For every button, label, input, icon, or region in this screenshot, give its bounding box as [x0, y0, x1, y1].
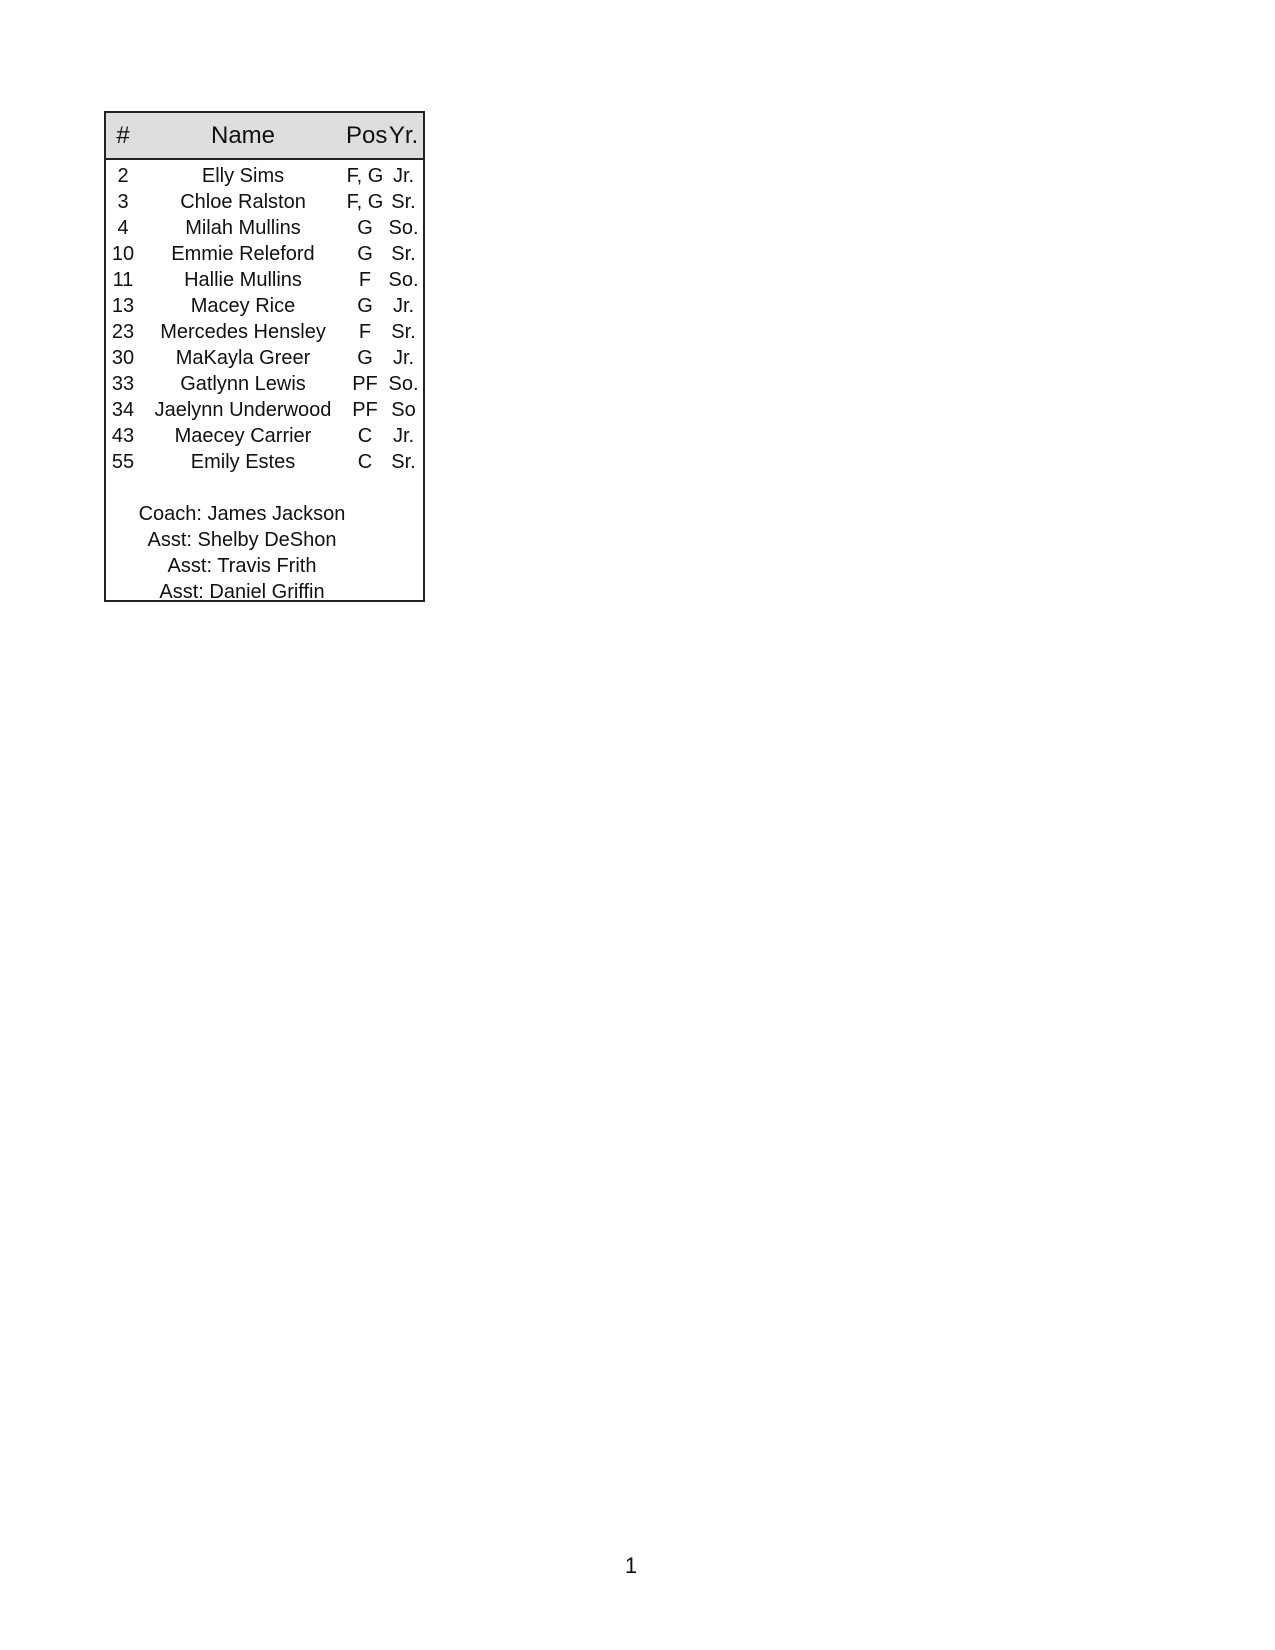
player-year: So: [391, 398, 416, 421]
player-year: Sr.: [391, 242, 416, 265]
player-name: Elly Sims: [201, 164, 285, 187]
player-row: [106, 267, 423, 293]
player-number: 13: [111, 294, 135, 317]
player-row: [106, 215, 423, 241]
player-year: So.: [388, 372, 419, 395]
player-row: [106, 345, 423, 371]
roster-header-row: [106, 113, 423, 160]
player-row: [106, 319, 423, 345]
player-year: Jr.: [392, 294, 415, 317]
player-name: MaKayla Greer: [175, 346, 311, 369]
player-position: G: [357, 294, 373, 317]
player-row: [106, 163, 423, 189]
assistant-coach: Asst: Daniel Griffin: [159, 581, 325, 603]
player-year: Jr.: [392, 346, 415, 369]
player-year: So.: [388, 216, 419, 239]
header-position: Pos: [346, 121, 388, 149]
player-position: F, G: [346, 164, 384, 187]
player-position: F, G: [346, 190, 384, 213]
player-name: Emily Estes: [190, 450, 296, 473]
player-position: F: [358, 268, 372, 291]
player-position: F: [358, 320, 372, 343]
player-position: G: [357, 346, 373, 369]
player-row: [106, 241, 423, 267]
player-name: Emmie Releford: [171, 242, 315, 265]
player-number: 30: [111, 346, 135, 369]
player-name: Gatlynn Lewis: [180, 372, 306, 395]
player-row: [106, 189, 423, 215]
assistant-coach: Asst: Travis Frith: [167, 555, 317, 577]
header-number: #: [116, 121, 130, 149]
head-coach: Coach: James Jackson: [138, 503, 346, 525]
player-position: G: [357, 216, 373, 239]
player-row: [106, 397, 423, 423]
roster-table: [104, 111, 425, 602]
player-row: [106, 293, 423, 319]
player-row: [106, 423, 423, 449]
player-number: 33: [111, 372, 135, 395]
player-position: C: [357, 424, 373, 447]
player-year: Jr.: [392, 424, 415, 447]
player-name: Maecey Carrier: [174, 424, 312, 447]
player-name: Chloe Ralston: [180, 190, 306, 213]
player-name: Hallie Mullins: [184, 268, 302, 291]
player-row: [106, 371, 423, 397]
player-name: Milah Mullins: [185, 216, 301, 239]
player-number: 10: [111, 242, 135, 265]
player-position: G: [357, 242, 373, 265]
player-row: [106, 449, 423, 475]
coaching-staff: [106, 501, 378, 605]
player-number: 23: [111, 320, 135, 343]
header-year: Yr.: [388, 121, 419, 149]
player-position: PF: [352, 372, 378, 395]
player-name: Macey Rice: [190, 294, 296, 317]
player-number: 55: [111, 450, 135, 473]
player-number: 2: [117, 164, 129, 187]
player-name: Mercedes Hensley: [160, 320, 326, 343]
player-number: 11: [112, 268, 134, 291]
player-number: 4: [117, 216, 129, 239]
player-name: Jaelynn Underwood: [154, 398, 332, 421]
assistant-coach: Asst: Shelby DeShon: [147, 529, 337, 551]
player-position: C: [357, 450, 373, 473]
player-year: Sr.: [391, 190, 416, 213]
header-name: Name: [210, 121, 276, 149]
player-year: Sr.: [391, 450, 416, 473]
player-number: 43: [111, 424, 135, 447]
player-position: PF: [352, 398, 378, 421]
player-year: So.: [388, 268, 419, 291]
page-number: 1: [624, 1553, 638, 1578]
player-year: Jr.: [392, 164, 415, 187]
roster-body: [106, 160, 423, 605]
player-number: 3: [117, 190, 129, 213]
player-year: Sr.: [391, 320, 416, 343]
player-number: 34: [111, 398, 135, 421]
